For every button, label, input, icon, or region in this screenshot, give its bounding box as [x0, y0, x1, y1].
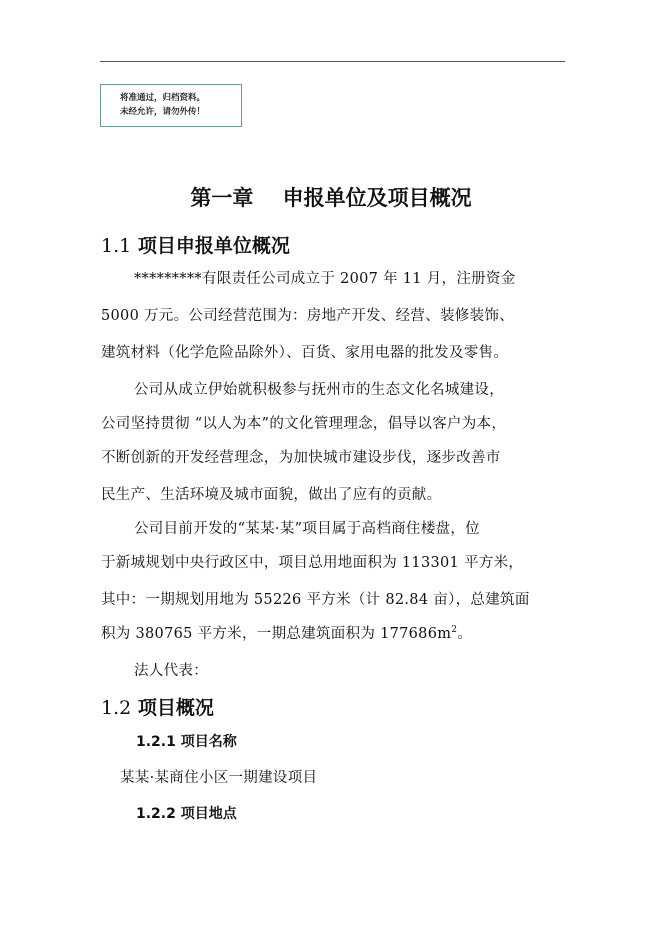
subsection-number: 1.2.1	[136, 734, 176, 750]
paragraph-line	[101, 622, 472, 643]
section-number: 1.1	[101, 235, 132, 257]
subsection-heading-1-2-1	[136, 731, 237, 751]
project-name: 某某·某商住小区一期建设项目	[120, 770, 318, 786]
subsection-title: 项目名称	[180, 734, 237, 750]
subsection-number: 1.2.2	[136, 806, 176, 822]
paragraph-line: 不断创新的开发经营理念，为加快城市建设步伐，逐步改善市	[101, 450, 501, 466]
section-heading-1-2	[101, 693, 214, 720]
paragraph-line: 建筑材料（化学危险品除外）、百货、家用电器的批发及零售。	[101, 345, 509, 361]
squared-superscript: 2	[451, 625, 458, 636]
area-text: 积为 380765 平方米，一期总建筑面积为 177686m	[101, 626, 452, 642]
legal-representative: 法人代表：	[134, 663, 208, 679]
section-heading-1-1	[101, 231, 290, 258]
paragraph-line: 5000 万元。公司经营范围为：房地产开发、经营、装修装饰、	[101, 308, 515, 324]
paragraph-line: 公司目前开发的“某某·某”项目属于高档商住楼盘，位	[134, 521, 480, 537]
paragraph-line: 公司从成立伊始就积极参与抚州市的生态文化名城建设，	[134, 382, 504, 398]
paragraph-line: 民生产、生活环境及城市面貌，做出了应有的贡献。	[101, 487, 442, 503]
section-title: 项目申报单位概况	[137, 235, 290, 257]
header-rule	[100, 61, 565, 62]
notice-line-1: 将准通过，归档资料。	[120, 93, 206, 103]
period: 。	[457, 626, 473, 642]
subsection-heading-1-2-2	[136, 803, 237, 823]
section-number: 1.2	[101, 697, 132, 719]
paragraph-line: 其中：一期规划用地为 55226 平方米（计 82.84 亩），总建筑面	[101, 592, 530, 608]
paragraph-line: 公司坚持贯彻 “以人为本”的文化管理理念，倡导以客户为本，	[101, 416, 507, 432]
subsection-title: 项目地点	[180, 806, 237, 822]
paragraph-line: 于新城规划中央行政区中，项目总用地面积为 113301 平方米，	[101, 555, 524, 571]
section-title: 项目概况	[137, 697, 214, 719]
confidentiality-notice	[100, 84, 242, 127]
chapter-title: 第一章 申报单位及项目概况	[190, 186, 472, 210]
paragraph-line: *********有限责任公司成立于 2007 年 11 月，注册资金	[134, 271, 516, 287]
notice-line-2: 未经允许，请勿外传！	[120, 107, 206, 117]
